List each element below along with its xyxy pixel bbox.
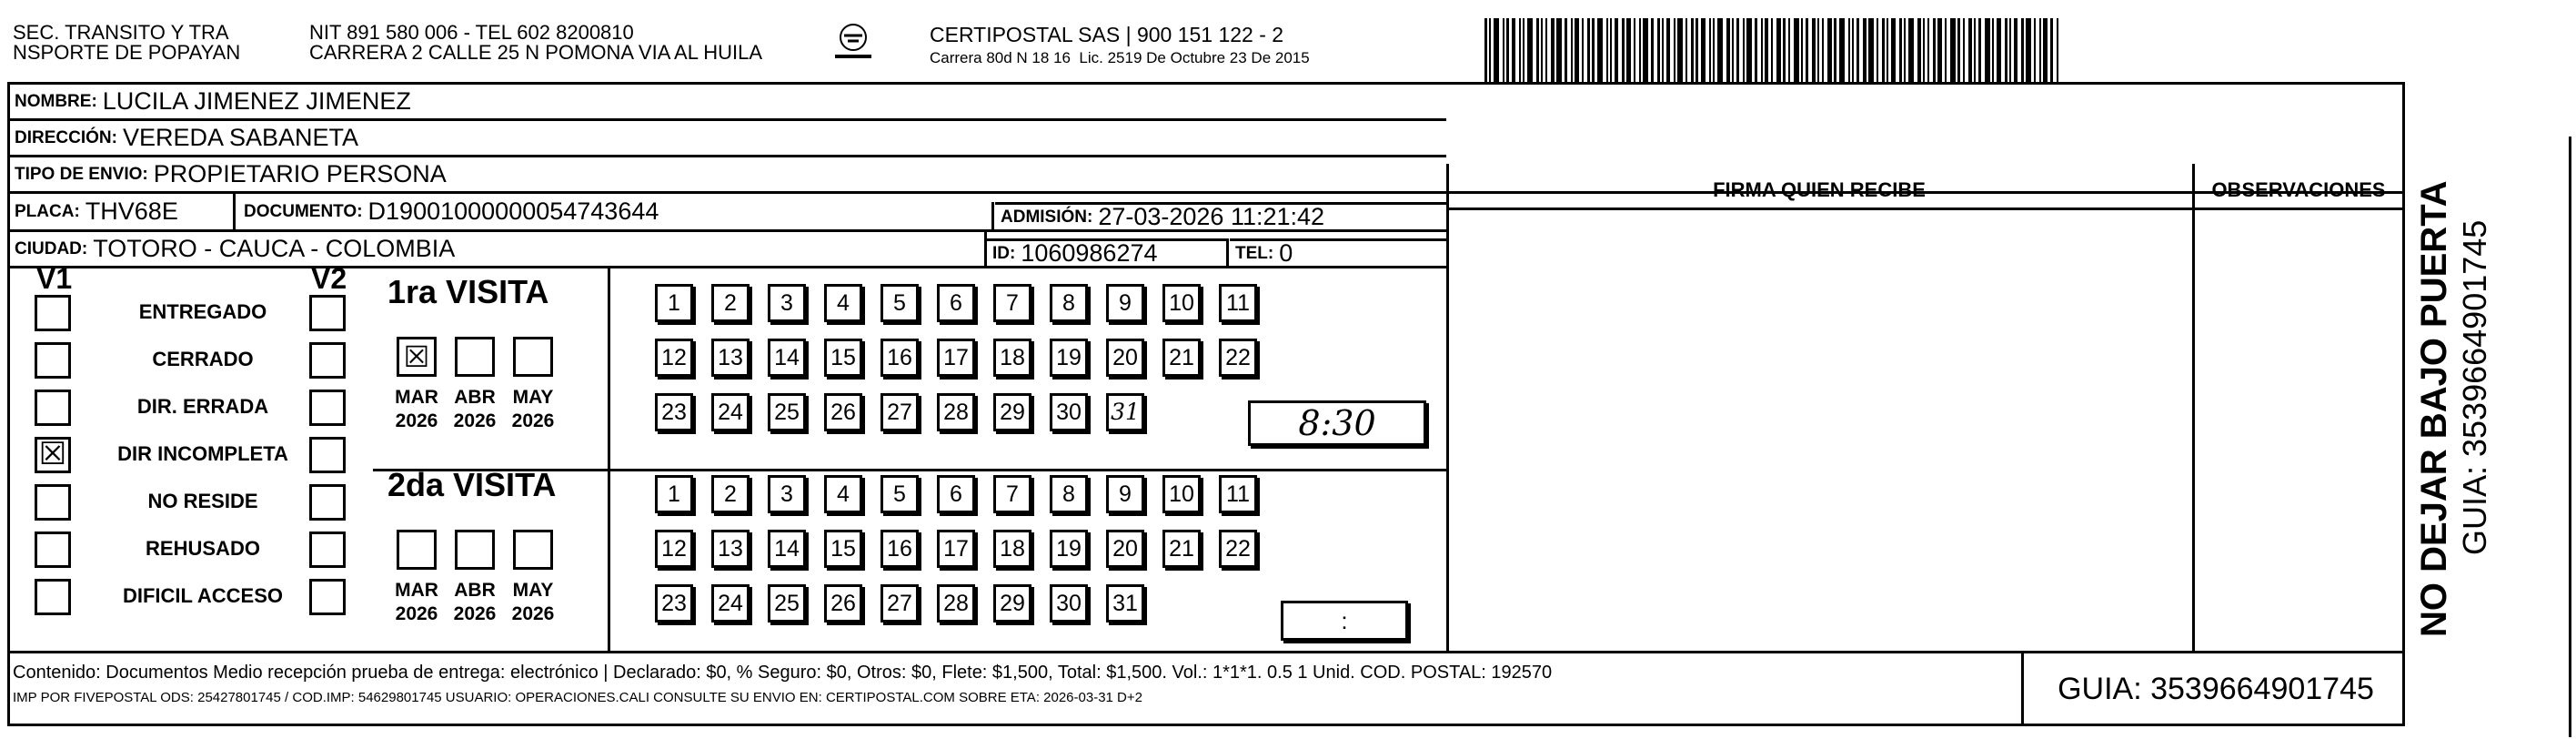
reason-label: DIR. ERRADA [136,395,269,418]
barcode-bar [1571,18,1573,84]
v1-label: V1 [36,262,73,295]
barcode-bar [1812,18,1816,84]
day-box: 22 [1219,530,1257,568]
barcode-bar [1666,18,1670,84]
day-box: 19 [1050,339,1088,377]
certipostal-logo [830,22,877,64]
barcode-bar [1556,18,1562,84]
v1-checkbox [35,295,71,331]
month-label: MAR [395,580,438,601]
barcode-bar [1933,18,1936,84]
day-box: 26 [824,393,862,431]
month-year: 2026 [511,603,555,624]
barcode-bar [1974,18,1976,84]
month-label: MAY [512,580,554,601]
day-box: 26 [824,584,862,623]
day-box: 21 [1162,339,1201,377]
barcode-bar [1839,18,1845,84]
day-box: 2 [711,284,750,322]
barcode-bar [1489,18,1491,84]
barcode-bar [1852,18,1854,84]
barcode-bar [1957,18,1960,84]
barcode-bar [2050,18,2053,84]
day-box: 24 [711,393,750,431]
issuer-line2: NSPORTE DE POPAYAN [13,41,241,64]
barcode-bar [2026,18,2031,84]
barcode-bar [1506,18,1509,84]
barcode-bar [2005,18,2007,84]
day-box: 18 [993,530,1031,568]
barcode-bar [1657,18,1660,84]
barcode-bar [1541,18,1543,84]
barcode-bar [1484,18,1487,84]
day-box: 29 [993,393,1031,431]
admision-field: ADMISIÓN: 27-03-2026 11:21:42 [995,202,1446,229]
day-box: 14 [768,339,806,377]
day-box: 9 [1106,475,1144,513]
day-box: 23 [655,584,693,623]
id-field: ID: 1060986274 [987,238,1226,266]
barcode-bar [2021,18,2024,84]
barcode-bar [2057,18,2058,84]
month-checkbox [513,530,553,570]
day-box: 8 [1050,284,1088,322]
day-box: 8 [1050,475,1088,513]
day-box: 29 [993,584,1031,623]
barcode-bar [1806,18,1808,84]
barcode-bar [1610,18,1612,84]
day-box: 25 [768,584,806,623]
barcode-bar [1512,18,1515,84]
barcode-bar [1887,18,1888,84]
barcode-bar [1545,18,1547,84]
v2-checkbox [309,437,346,473]
month-year: 2026 [511,410,555,431]
day-box: 5 [880,475,919,513]
month-label: MAR [395,387,438,408]
barcode-bar [1937,18,1942,84]
visit1-time: 8:30 [1248,400,1426,446]
barcode-bar [1523,18,1524,84]
direccion-field: DIRECCIÓN: VEREDA SABANETA [15,124,359,151]
placa-field: PLACA: THV68E [15,197,178,225]
barcode-bar [1575,18,1579,84]
barcode-bar [1817,18,1819,84]
day-box: 13 [711,339,750,377]
barcode-bar [1857,18,1859,84]
barcode-bar [1606,18,1608,84]
barcode-bar [1634,18,1635,84]
day-box: 6 [937,284,975,322]
v1-checkbox [35,484,71,521]
barcode-bar [1622,18,1625,84]
barcode-bar [1783,18,1786,84]
day-box: 1 [655,284,693,322]
barcode-bar [1908,18,1914,84]
barcode-bar [1494,18,1499,84]
barcode-bar [1626,18,1631,84]
barcode-bar [1701,18,1706,84]
month-year: 2026 [453,603,497,624]
month-checkbox [513,337,553,377]
month-year: 2026 [395,410,438,431]
day-box: 20 [1106,530,1144,568]
day-box: 4 [824,475,862,513]
barcode-bar [1997,18,2001,84]
barcode-bar [1717,18,1723,84]
v2-checkbox [309,342,346,379]
day-box: 10 [1162,284,1201,322]
tipo-envio-field: TIPO DE ENVIO: PROPIETARIO PERSONA [15,160,447,187]
barcode-bar [2039,18,2041,84]
day-box: 28 [937,584,975,623]
day-box: 16 [880,339,919,377]
day-box: 1 [655,475,693,513]
barcode-bar [1904,18,1906,84]
month-year: 2026 [395,603,438,624]
barcode-bar [1776,18,1781,84]
day-box: 9 [1106,284,1144,322]
month-checkbox [455,337,495,377]
barcode-bar [2014,18,2018,84]
barcode-bar [1732,18,1734,84]
reason-label: CERRADO [152,348,254,370]
barcode-bar [1696,18,1698,84]
barcode-bar [1801,18,1803,84]
barcode-bar [1761,18,1763,84]
barcode-bar [1755,18,1757,84]
day-box: 3 [768,284,806,322]
barcode-bar [1639,18,1641,84]
issuer-line1: SEC. TRANSITO Y TRA [13,21,229,44]
barcode-bar [2009,18,2011,84]
barcode-bar [1743,18,1745,84]
barcode-bar [1848,18,1850,84]
side-guia: GUIA: 3539664901745 [2456,219,2493,555]
barcode-bar [1822,18,1824,84]
day-box: 14 [768,530,806,568]
day-box: 30 [1050,393,1088,431]
barcode-bar [1536,18,1539,84]
day-box: 16 [880,530,919,568]
reason-label: REHUSADO [146,537,260,560]
barcode-bar [1674,18,1675,84]
day-box: 15 [824,530,862,568]
barcode-bar [1709,18,1711,84]
v2-checkbox [309,484,346,521]
day-box: 2 [711,475,750,513]
barcode-bar [1587,18,1590,84]
barcode-bar [1992,18,1994,84]
month-label: ABR [454,580,496,601]
barcode-bar [1527,18,1533,84]
day-box: 11 [1219,284,1257,322]
barcode-bar [1551,18,1555,84]
day-box: 23 [655,393,693,431]
month-checkbox [455,530,495,570]
reason-label: NO RESIDE [147,490,258,512]
company-address: Carrera 80d N 18 16 Lic. 2519 De Octubre 23 De 2015 [930,49,1310,66]
day-box: 7 [993,284,1031,322]
barcode-bar [1868,18,1874,84]
ciudad-field: CIUDAD: TOTORO - CAUCA - COLOMBIA [15,235,456,262]
barcode-bar [1891,18,1896,84]
day-box: 17 [937,530,975,568]
barcode-bar [1677,18,1683,84]
month-checkbox: ☒ [397,337,437,377]
barcode-bar [1651,18,1654,84]
barcode-bar [1691,18,1694,84]
reason-label: ENTREGADO [138,300,267,323]
day-box: 28 [937,393,975,431]
day-box: 3 [768,475,806,513]
reason-label: DIFICIL ACCESO [122,584,283,607]
barcode-bar [1582,18,1584,84]
day-box: 30 [1050,584,1088,623]
barcode-bar [1736,18,1739,84]
imp-line: IMP POR FIVEPOSTAL ODS: 25427801745 / COD.IMP: 54629801745 USUARIO: OPERACIONES.CALI CONSULTE SU ENVIO EN: CERTIPOSTAL.COM SOBRE ETA: 2026-03-31 D+2 [13,690,1142,705]
day-box: 15 [824,339,862,377]
barcode-bar [1788,18,1790,84]
day-box: 21 [1162,530,1201,568]
nombre-field: NOMBRE: LUCILA JIMENEZ JIMENEZ [15,87,411,115]
address-line: CARRERA 2 CALLE 25 N POMONA VIA AL HUILA [309,41,763,64]
day-box: 19 [1050,530,1088,568]
barcode-bar [1877,18,1878,84]
day-box: 25 [768,393,806,431]
barcode-bar [1592,18,1595,84]
v2-checkbox [309,579,346,615]
barcode [1484,18,2060,84]
v2-label: V2 [311,262,347,295]
v2-checkbox [309,295,346,331]
barcode-bar [1963,18,1965,84]
v1-checkbox [35,390,71,426]
barcode-bar [1945,18,1947,84]
documento-field: DOCUMENTO: D19001000000054743644 [244,197,659,225]
day-box: 31 [1106,584,1144,623]
day-box: 11 [1219,475,1257,513]
barcode-bar [1985,18,1990,84]
barcode-bar [1899,18,1902,84]
day-box: 27 [880,393,919,431]
barcode-bar [1927,18,1929,84]
selected-day: 31 [1106,393,1144,431]
barcode-bar [2043,18,2048,84]
day-box: 6 [937,475,975,513]
barcode-bar [1968,18,1972,84]
day-box: 12 [655,339,693,377]
barcode-bar [1643,18,1648,84]
barcode-bar [1519,18,1521,84]
barcode-bar [1746,18,1752,84]
v2-checkbox [309,531,346,568]
day-box: 5 [880,284,919,322]
month-checkbox [397,530,437,570]
barcode-bar [1950,18,1956,84]
v1-checkbox [35,342,71,379]
no-dejar-bajo-puerta: NO DEJAR BAJO PUERTA [2414,180,2454,637]
barcode-bar [1597,18,1603,84]
day-box: 4 [824,284,862,322]
barcode-bar [1917,18,1921,84]
day-box: 10 [1162,475,1201,513]
barcode-bar [1771,18,1773,84]
day-box: 22 [1219,339,1257,377]
month-label: ABR [454,387,496,408]
barcode-bar [1726,18,1730,84]
observaciones-header: OBSERVACIONES [2211,178,2386,201]
contenido-line: Contenido: Documentos Medio recepción prueba de entrega: electrónico | Declarado: $0, % Seguro: $0, Otros: $0, Flete: $1,500, Total: $1,500. Vol.: 1*1*1. 0.5 1 Unid. COD. POSTAL: 192570 [13,663,1553,683]
day-box: 20 [1106,339,1144,377]
v1-checkbox [35,531,71,568]
barcode-bar [1662,18,1664,84]
month-year: 2026 [453,410,497,431]
v2-checkbox [309,390,346,426]
day-box: 27 [880,584,919,623]
tel-field: TEL: 0 [1230,238,1446,266]
barcode-bar [1978,18,1981,84]
company-line: CERTIPOSTAL SAS | 900 151 122 - 2 [930,23,1284,46]
reason-label: DIR INCOMPLETA [117,442,288,465]
day-box: 13 [711,530,750,568]
month-label: MAY [512,387,554,408]
visit2-time: : [1281,601,1408,641]
v1-checkbox: ☒ [35,437,71,473]
guia-number: GUIA: 3539664901745 [2058,672,2374,706]
barcode-bar [1827,18,1832,84]
v1-checkbox [35,579,71,615]
day-box: 17 [937,339,975,377]
barcode-bar [1503,18,1504,84]
barcode-bar [1794,18,1799,84]
barcode-bar [1615,18,1618,84]
day-box: 18 [993,339,1031,377]
day-box: 12 [655,530,693,568]
barcode-bar [1713,18,1715,84]
barcode-bar [1882,18,1885,84]
day-box: 24 [711,584,750,623]
barcode-bar [1834,18,1836,84]
barcode-bar [1685,18,1687,84]
day-box: 7 [993,475,1031,513]
barcode-bar [1765,18,1768,84]
barcode-bar [1565,18,1567,84]
visit1-title: 1ra VISITA [387,273,549,310]
barcode-bar [1863,18,1867,84]
visit2-title: 2da VISITA [387,466,557,503]
nit-line: NIT 891 580 006 - TEL 602 8200810 [309,21,634,44]
barcode-bar [2034,18,2036,84]
barcode-bar [1923,18,1925,84]
firma-header: FIRMA QUIEN RECIBE [1713,178,1926,201]
